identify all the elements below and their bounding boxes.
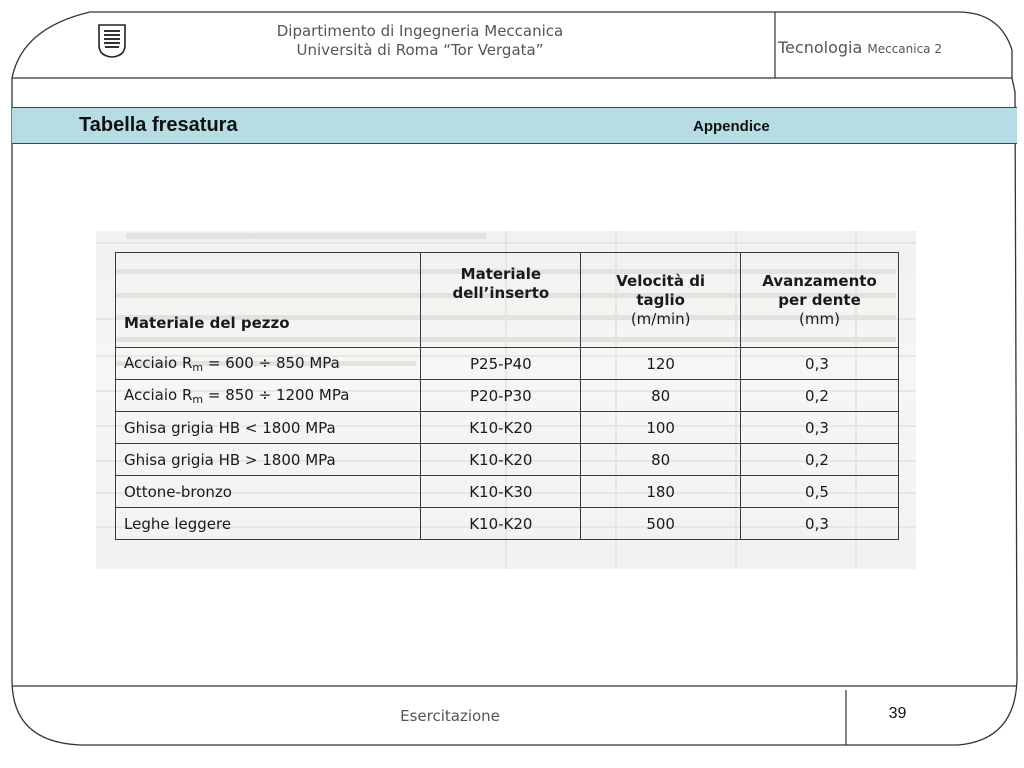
material-subscript: m — [192, 360, 204, 374]
university-name: Università di Roma “Tor Vergata” — [296, 41, 544, 59]
cell-insert: K10-K20 — [421, 444, 581, 476]
table-row — [116, 508, 899, 540]
table-row — [116, 444, 899, 476]
cell-feed: 0,3 — [741, 412, 899, 444]
header-insert — [421, 253, 581, 348]
header-speed-line1: Velocità di — [616, 271, 706, 290]
slide-title: Tabella fresatura — [79, 114, 238, 136]
cell-material: Ottone-bronzo — [116, 476, 421, 508]
cell-material: Leghe leggere — [116, 508, 421, 540]
department-header — [200, 22, 640, 60]
footer-label: Esercitazione — [400, 707, 500, 725]
cell-speed: 80 — [581, 380, 741, 412]
header-insert-line2: dell’inserto — [452, 284, 550, 302]
title-bar — [12, 107, 1017, 144]
header-feed-line1: Avanzamento — [762, 271, 877, 290]
course-name-small: Meccanica 2 — [867, 42, 942, 56]
material-text-suffix: = 600 ÷ 850 MPa — [203, 353, 340, 372]
header-material — [116, 253, 421, 348]
material-text: Acciaio R — [124, 353, 193, 372]
header-feed — [741, 253, 899, 348]
cell-feed: 0,3 — [741, 348, 899, 380]
cell-speed: 100 — [581, 412, 741, 444]
course-name-big: Tecnologia — [778, 38, 863, 57]
cell-feed: 0,3 — [741, 508, 899, 540]
cell-feed: 0,2 — [741, 444, 899, 476]
cell-material: Ghisa grigia HB > 1800 MPa — [116, 444, 421, 476]
page-number: 39 — [888, 705, 907, 722]
cell-feed: 0,2 — [741, 380, 899, 412]
course-name — [778, 38, 993, 57]
cell-speed: 80 — [581, 444, 741, 476]
material-subscript: m — [192, 392, 204, 406]
cell-insert: K10-K20 — [421, 412, 581, 444]
header-speed-line2: taglio — [636, 290, 685, 309]
header-speed-unit: (m/min) — [630, 309, 691, 328]
cell-speed: 120 — [581, 348, 741, 380]
cell-material — [116, 380, 421, 412]
header-insert-line1: Materiale — [460, 265, 542, 283]
cell-speed: 500 — [581, 508, 741, 540]
header-speed — [581, 253, 741, 348]
table-header-row — [116, 253, 899, 348]
table-row — [116, 476, 899, 508]
milling-parameters-table — [115, 252, 899, 540]
material-text-suffix: = 850 ÷ 1200 MPa — [203, 385, 350, 404]
cell-insert: P20-P30 — [421, 380, 581, 412]
cell-material: Ghisa grigia HB < 1800 MPa — [116, 412, 421, 444]
cell-feed: 0,5 — [741, 476, 899, 508]
header-material-text: Materiale del pezzo — [124, 314, 290, 332]
header-feed-line2: per dente — [778, 290, 861, 309]
table-row — [116, 412, 899, 444]
university-seal-icon — [97, 23, 127, 59]
table-row — [116, 380, 899, 412]
cell-insert: K10-K20 — [421, 508, 581, 540]
material-text: Acciaio R — [124, 385, 193, 404]
cell-insert: K10-K30 — [421, 476, 581, 508]
table-row — [116, 348, 899, 380]
department-name: Dipartimento di Ingegneria Meccanica — [276, 22, 564, 40]
cell-insert: P25-P40 — [421, 348, 581, 380]
header-feed-unit: (mm) — [799, 309, 840, 328]
cell-speed: 180 — [581, 476, 741, 508]
cell-material — [116, 348, 421, 380]
section-label: Appendice — [693, 118, 770, 135]
